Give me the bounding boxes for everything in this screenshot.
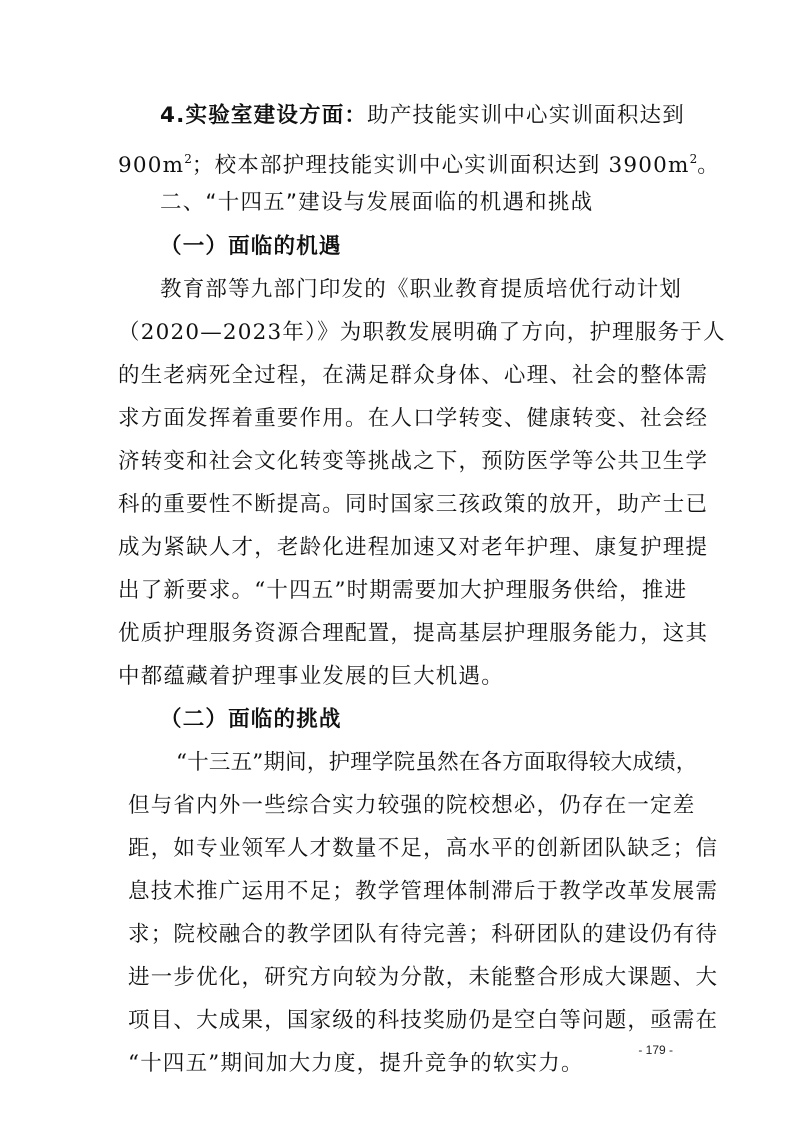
opportunities-line: （2020—2023年）》为职教发展明确了方向，护理服务于人 [118,320,726,345]
challenges-line: “十四五”期间加大力度，提升竞争的软实力。 [128,1051,584,1076]
challenges-line: 息技术推广运用不足；教学管理体制滞后于教学改革发展需 [128,879,719,904]
challenges-line: 但与省内外一些综合实力较强的院校想必，仍存在一定差 [128,793,696,818]
section4-area-1: 900m [118,153,185,178]
chapter-title: 二、“十四五”建设与发展面临的机遇和挑战 [160,190,594,215]
opportunities-title: （一）面临的机遇 [160,234,342,259]
opportunities-line: 的生老病死全过程，在满足群众身体、心理、社会的整体需 [118,363,709,388]
section4-text-1: 助产技能实训中心实训面积达到 [367,103,685,128]
opportunities-line: 济转变和社会文化转变等挑战之下，预防医学等公共卫生学 [118,449,709,474]
opportunities-line: 优质护理服务资源合理配置，提高基层护理服务能力，这其 [118,621,709,646]
opportunities-line: 求方面发挥着重要作用。在人口学转变、健康转变、社会经 [118,406,709,431]
challenges-line: “十三五”期间，护理学院虽然在各方面取得较大成绩， [176,750,698,775]
section4-area-2: ；校本部护理技能实训中心实训面积达到 3900m [191,153,690,178]
opportunities-line: 教育部等九部门印发的《职业教育提质培优行动计划 [160,277,683,302]
challenges-line: 进一步优化，研究方向较为分散，未能整合形成大课题、大 [128,965,719,990]
challenges-title: （二）面临的挑战 [160,707,342,732]
opportunities-line: 成为紧缺人才，老龄化进程加速又对老年护理、康复护理提 [118,535,709,560]
opportunities-line: 中都蕴藏着护理事业发展的巨大机遇。 [118,664,504,689]
opportunities-line: 出了新要求。“十四五”时期需要加大护理服务供给，推进 [118,578,688,603]
section4-sup-2: 2 [689,152,698,166]
challenges-line: 求；院校融合的教学团队有待完善；科研团队的建设仍有待 [128,922,719,947]
section4-sup-1: 2 [184,152,192,166]
section4-heading: 4.实验室建设方面： [160,103,368,128]
opportunities-line: 科的重要性不断提高。同时国家三孩政策的放开，助产士已 [118,492,709,517]
section4-line-2 [118,144,720,181]
section4-line-1 [160,101,685,131]
page-number: - 179 - [638,1043,673,1057]
section4-end: 。 [697,153,720,178]
challenges-line: 距，如专业领军人才数量不足，高水平的创新团队缺乏；信 [128,836,719,861]
challenges-line: 项目、大成果，国家级的科技奖励仍是空白等问题，亟需在 [128,1008,719,1033]
